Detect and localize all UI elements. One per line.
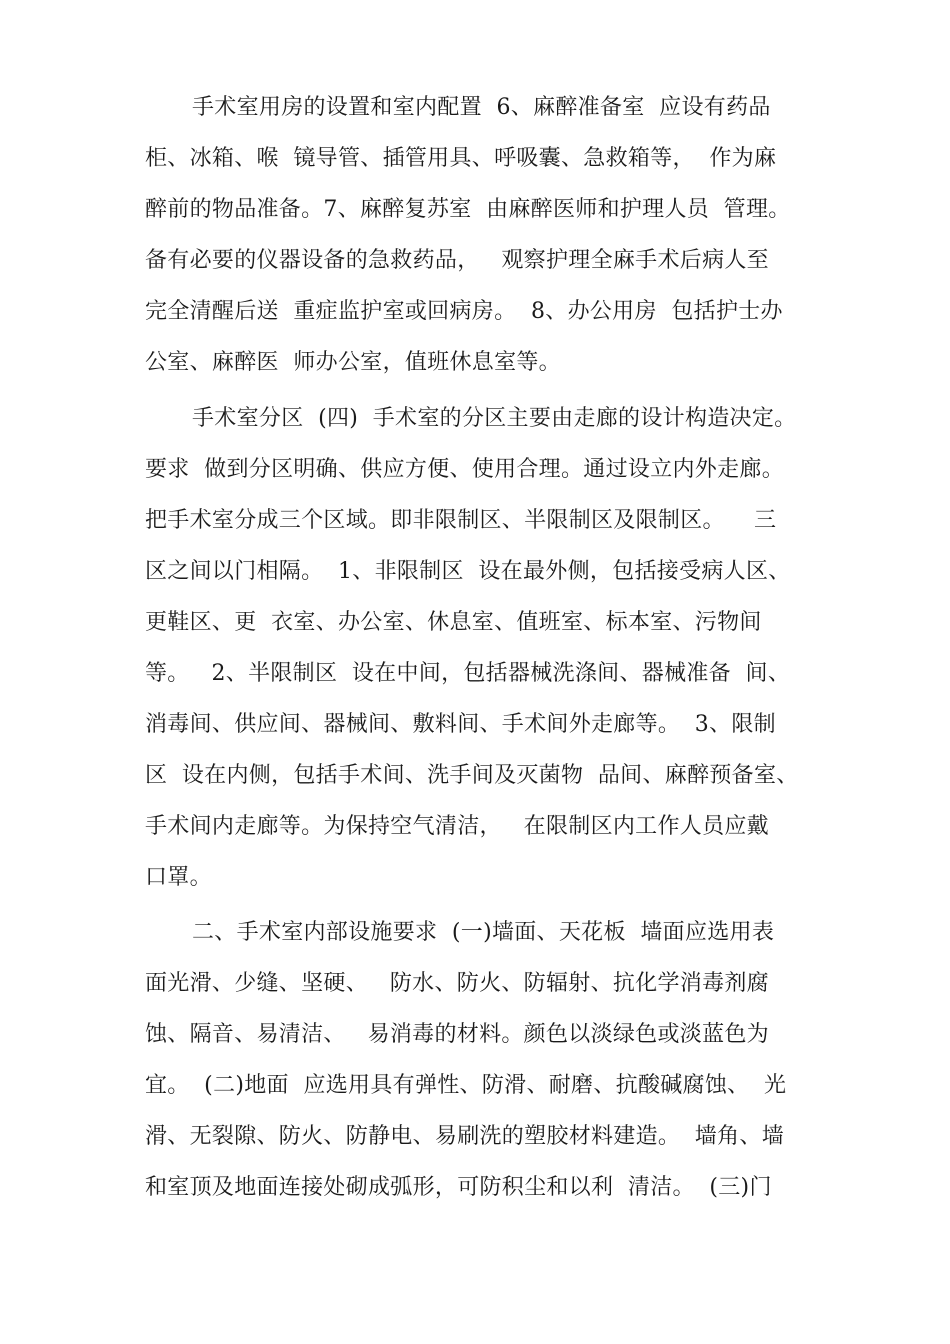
text-line: 完全清醒后送 重症监护室或回病房。 8、办公用房 包括护士办 xyxy=(145,299,783,324)
text-line: 要求 做到分区明确、供应方便、使用合理。通过设立内外走廊。 xyxy=(145,457,784,482)
text-line: 消毒间、供应间、器械间、敷料间、手术间外走廊等。 3、限制 xyxy=(145,712,776,737)
text-line: 面光滑、少缝、坚硬、 防水、防火、防辐射、抗化学消毒剂腐 xyxy=(145,971,769,996)
text-line: 手术室用房的设置和室内配置 6、麻醉准备室 应设有药品 xyxy=(192,95,771,120)
text-line: 更鞋区、更 衣室、办公室、休息室、值班室、标本室、污物间 xyxy=(145,610,762,635)
text-line: 手术间内走廊等。为保持空气清洁， 在限制区内工作人员应戴 xyxy=(145,814,769,839)
text-line: 把手术室分成三个区域。即非限制区、半限制区及限制区。 三 xyxy=(145,508,777,533)
text-line: 滑、无裂隙、防火、防静电、易刷洗的塑胶材料建造。 墙角、墙 xyxy=(145,1124,784,1149)
text-line: 备有必要的仪器设备的急救药品， 观察护理全麻手术后病人至 xyxy=(145,248,769,273)
text-line: 手术室分区 (四) 手术室的分区主要由走廊的设计构造决定。 xyxy=(192,406,797,431)
text-line: 宜。 (二)地面 应选用具有弹性、防滑、耐磨、抗酸碱腐蚀、 光 xyxy=(145,1073,787,1098)
text-line: 口罩。 xyxy=(145,865,212,890)
text-line: 等。 2、半限制区 设在中间，包括器械洗涤间、器械准备 间、 xyxy=(145,661,791,686)
text-line: 区之间以门相隔。 1、非限制区 设在最外侧，包括接受病人区、 xyxy=(145,559,791,584)
text-line: 蚀、隔音、易清洁、 易消毒的材料。颜色以淡绿色或淡蓝色为 xyxy=(145,1022,769,1047)
text-line: 醉前的物品准备。7、麻醉复苏室 由麻醉医师和护理人员 管理。 xyxy=(145,197,791,222)
text-line: 和室顶及地面连接处砌成弧形，可防积尘和以利 清洁。 (三)门 xyxy=(145,1175,772,1200)
text-line: 二、手术室内部设施要求 (一)墙面、天花板 墙面应选用表 xyxy=(192,920,775,945)
text-line: 柜、冰箱、喉 镜导管、插管用具、呼吸囊、急救箱等， 作为麻 xyxy=(145,146,777,171)
text-line: 区 设在内侧，包括手术间、洗手间及灭菌物 品间、麻醉预备室、 xyxy=(145,763,799,788)
text-line: 公室、麻醉医 师办公室，值班休息室等。 xyxy=(145,350,561,375)
